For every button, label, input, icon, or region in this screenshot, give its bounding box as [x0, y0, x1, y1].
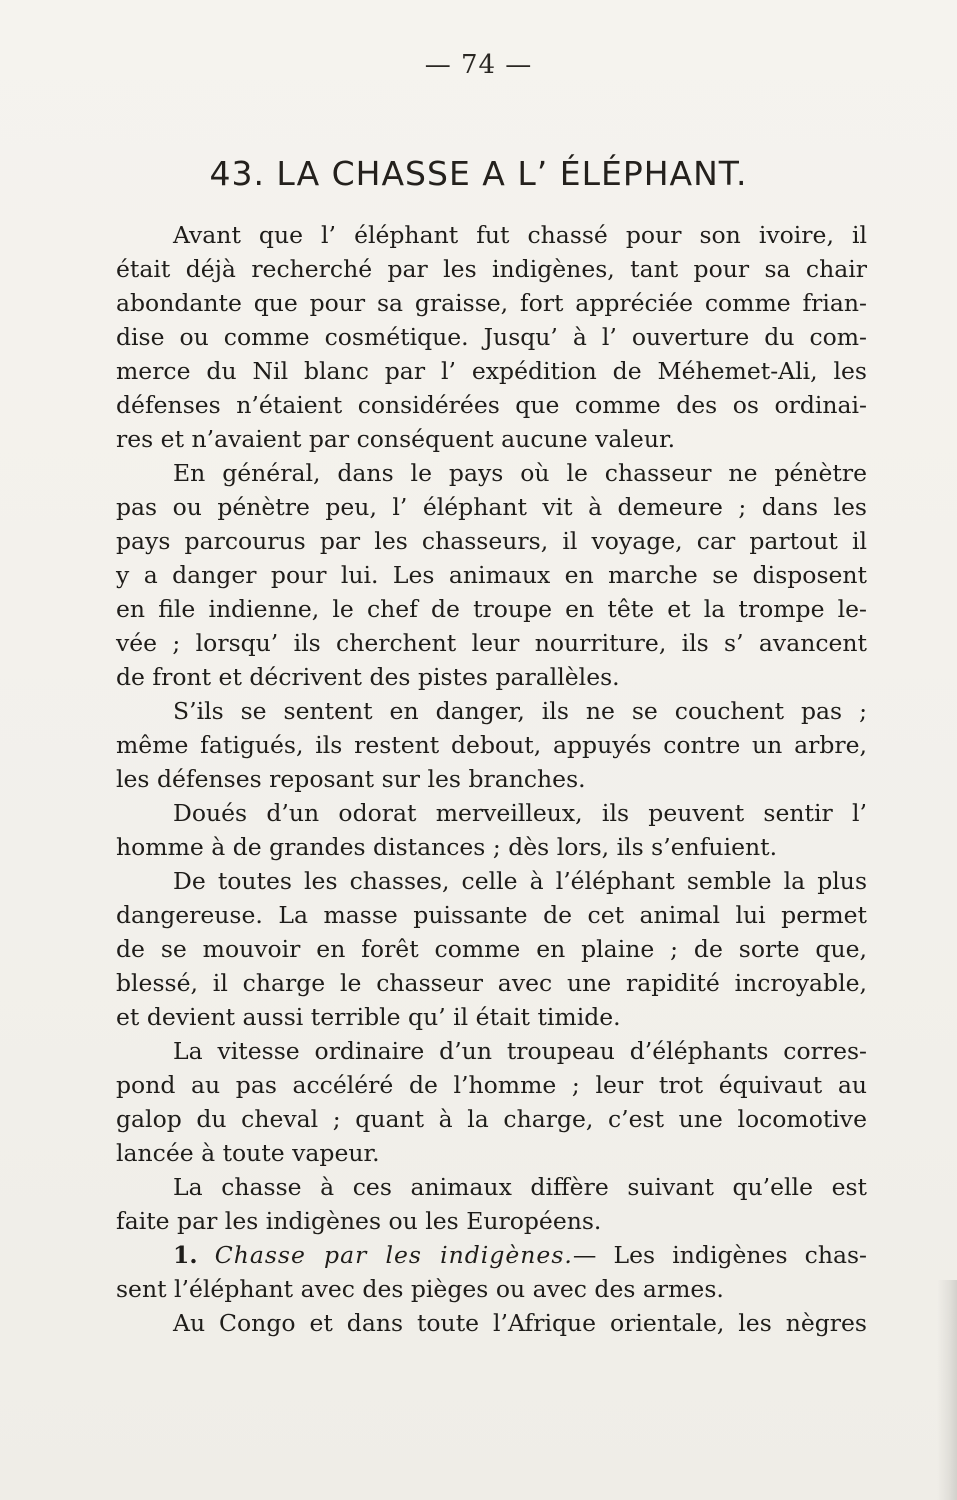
- text-line: La vitesse ordinaire d’un troupeau d’éléphants corres-: [173, 1037, 867, 1065]
- section-number: 1.: [173, 1241, 198, 1269]
- paragraph-2: [116, 456, 867, 694]
- text-line: en file indienne, le chef de troupe en tête et la trompe le-: [116, 595, 867, 623]
- text-line: La chasse à ces animaux diffère suivant qu’elle est: [173, 1173, 867, 1201]
- text-line: dise ou comme cosmétique. Jusqu’ à l’ ouverture du com-: [116, 323, 867, 351]
- text-line: les défenses reposant sur les branches.: [116, 765, 586, 793]
- paragraph-4: [116, 796, 867, 864]
- text-line: Doués d’un odorat merveilleux, ils peuvent sentir l’: [173, 799, 867, 827]
- chapter-heading: 43. LA CHASSE A L’ ÉLÉPHANT.: [209, 154, 748, 193]
- paragraph-3: [116, 694, 867, 796]
- text-line: défenses n’étaient considérées que comme des os ordinai-: [116, 391, 867, 419]
- text-line: pays parcourus par les chasseurs, il voyage, car partout il: [116, 527, 867, 555]
- text-line: blessé, il charge le chasseur avec une rapidité incroyable,: [116, 969, 867, 997]
- paragraph-6: [116, 1034, 867, 1170]
- text-line: sent l’éléphant avec des pièges ou avec des armes.: [116, 1275, 724, 1303]
- text-line: de se mouvoir en forêt comme en plaine ; de sorte que,: [116, 935, 867, 963]
- section-1: [116, 1238, 867, 1306]
- paragraph-1: [116, 218, 867, 456]
- text-line: De toutes les chasses, celle à l’éléphant semble la plus: [173, 867, 867, 895]
- paragraph-final: [116, 1306, 867, 1340]
- page-number: — 74 —: [424, 50, 533, 80]
- text-line: En général, dans le pays où le chasseur ne pénètre: [173, 459, 867, 487]
- text-line: de front et décrivent des pistes parallèles.: [116, 663, 620, 691]
- page-edge-shadow: [937, 1280, 957, 1500]
- text-line: Avant que l’ éléphant fut chassé pour son ivoire, il: [173, 221, 867, 249]
- paragraph-5: [116, 864, 867, 1034]
- text-line: galop du cheval ; quant à la charge, c’est une locomotive: [116, 1105, 867, 1133]
- text-line: res et n’avaient par conséquent aucune valeur.: [116, 425, 676, 453]
- text-line: était déjà recherché par les indigènes, tant pour sa chair: [116, 255, 867, 283]
- section-1-first-line: [116, 1238, 867, 1272]
- text-line: faite par les indigènes ou les Européens.: [116, 1207, 602, 1235]
- text-line: vée ; lorsqu’ ils cherchent leur nourriture, ils s’ avancent: [116, 629, 867, 657]
- text-line: et devient aussi terrible qu’ il était timide.: [116, 1003, 621, 1031]
- body-text: [116, 218, 867, 1340]
- paragraph-7: [116, 1170, 867, 1238]
- text-line: S’ils se sentent en danger, ils ne se couchent pas ;: [173, 697, 867, 725]
- section-dash: —: [572, 1241, 597, 1269]
- text-line: lancée à toute vapeur.: [116, 1139, 380, 1167]
- section-title: Chasse par les indigènes.: [214, 1241, 573, 1269]
- text-line: pond au pas accéléré de l’homme ; leur trot équivaut au: [116, 1071, 867, 1099]
- text-line: merce du Nil blanc par l’ expédition de Méhemet-Ali, les: [116, 357, 867, 385]
- text-line: homme à de grandes distances ; dès lors, ils s’enfuient.: [116, 833, 778, 861]
- text-line: même fatigués, ils restent debout, appuyés contre un arbre,: [116, 731, 867, 759]
- section-first-line-rest: Les indigènes chas-: [613, 1241, 867, 1269]
- text-line: y a danger pour lui. Les animaux en marche se disposent: [116, 561, 867, 589]
- text-line: dangereuse. La masse puissante de cet animal lui permet: [116, 901, 867, 929]
- text-line: pas ou pénètre peu, l’ éléphant vit à demeure ; dans les: [116, 493, 867, 521]
- text-line: abondante que pour sa graisse, fort appréciée comme frian-: [116, 289, 867, 317]
- text-line: Au Congo et dans toute l’Afrique orientale, les nègres: [173, 1309, 867, 1337]
